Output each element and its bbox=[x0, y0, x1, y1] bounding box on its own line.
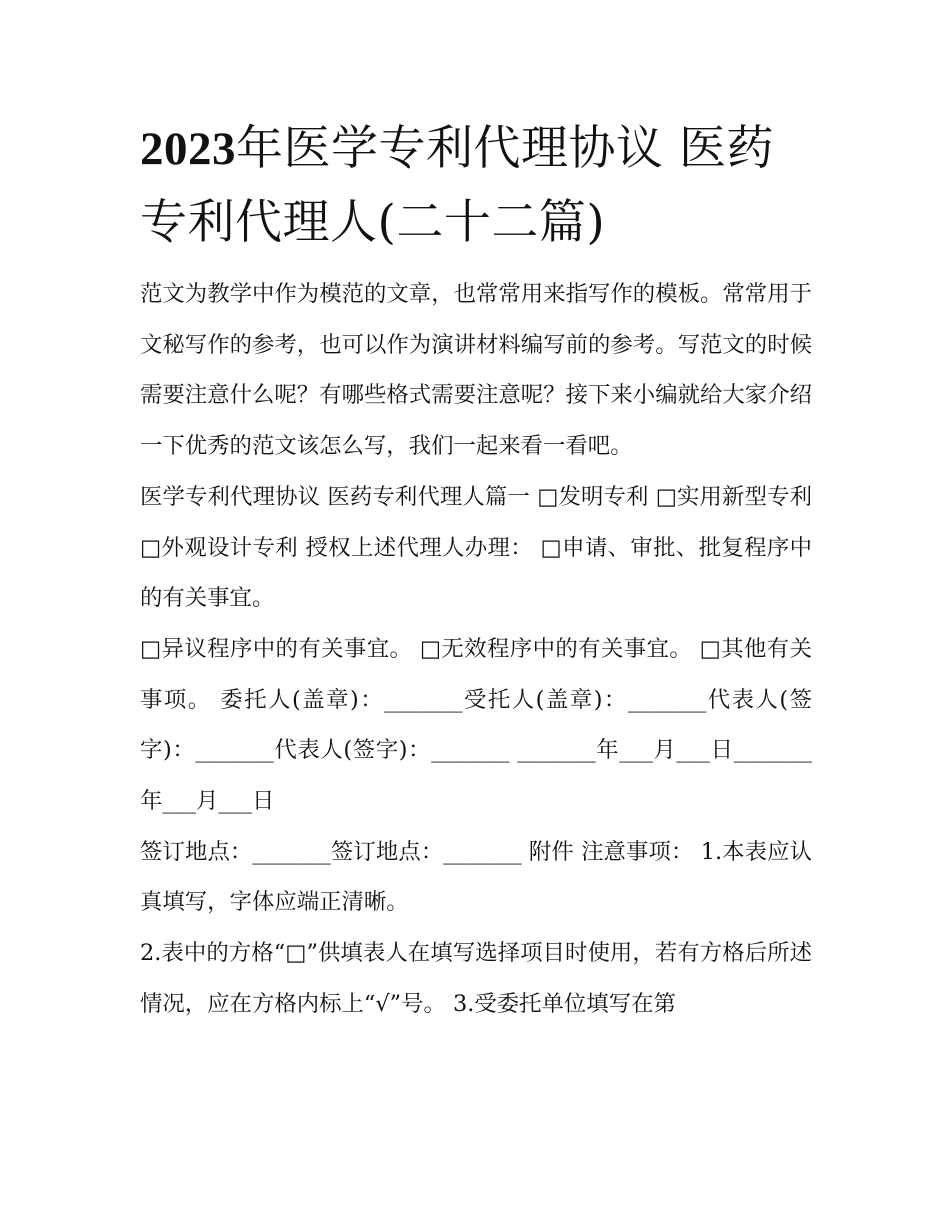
paragraph-instructions: 2.表中的方格“□”供填表人在填写选择项目时使用，若有方格后所述情况，应在方格内标上“√”号。 3.受委托单位填写在第 bbox=[140, 940, 812, 1017]
paragraph-authorization: 医学专利代理协议 医药专利代理人篇一 □发明专利 □实用新型专利 □外观设计专利 授权上述代理人办理： □申请、审批、批复程序中的有关事宜。 bbox=[140, 483, 820, 612]
paragraph-location-notes: 签订地点：_______签订地点：_______ 附件 注意事项： 1.本表应认真填写，字体应端正清晰。 bbox=[140, 838, 812, 916]
document-page bbox=[140, 112, 820, 1030]
title-text: 年医学专利代理协议 医药专利代理人(二十二篇) bbox=[140, 121, 774, 250]
document-title bbox=[140, 112, 812, 259]
paragraph-signatures: □异议程序中的有关事宜。 □无效程序中的有关事宜。 □其他有关事项。 委托人(盖章)：_______受托人(盖章)：_______代表人(签字)：_______代表人(签字)：_______ _______年___月___日_______年___月___日 bbox=[140, 635, 812, 815]
paragraph-intro: 范文为教学中作为模范的文章，也常常用来指写作的模板。常常用于文秘写作的参考，也可以作为演讲材料编写前的参考。写范文的时候需要注意什么呢？有哪些格式需要注意呢？接下来小编就给大家介绍一下优秀的范文该怎么写，我们一起来看一看吧。 bbox=[140, 281, 812, 460]
title-year: 2023 bbox=[140, 123, 236, 175]
